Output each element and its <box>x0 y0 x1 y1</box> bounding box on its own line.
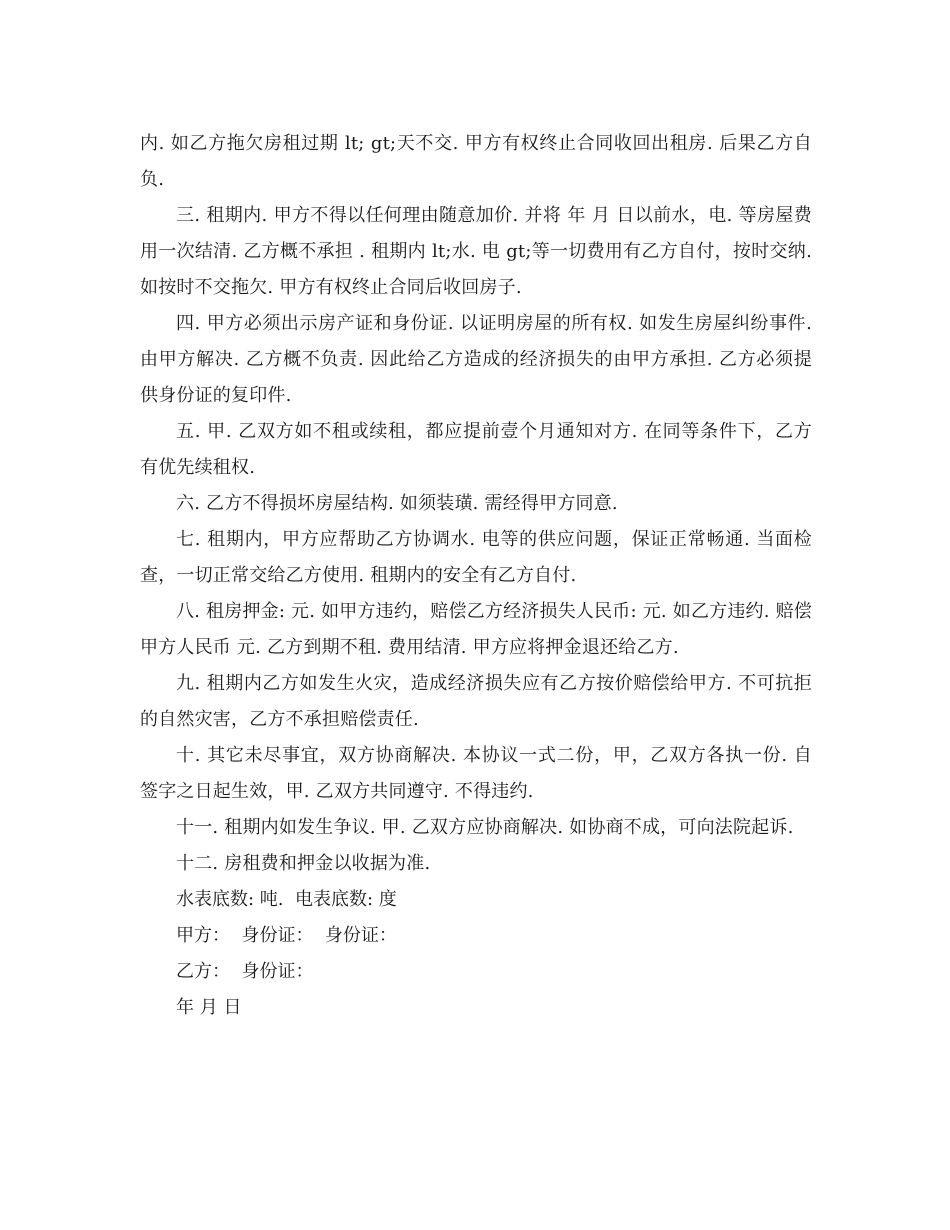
signing-date: 年 月 日 <box>176 997 242 1018</box>
clause-11: 十一. 租期内如发生争议. 甲. 乙双方应协商解决. 如协商不成，可向法院起诉. <box>176 817 794 838</box>
clause-8: 八. 租房押金: 元. 如甲方违约，赔偿乙方经济损失人民币: 元. 如乙方违约. 赔偿甲方人民币 元. 乙方到期不租. 费用结清. 甲方应将押金退还给乙方. <box>140 601 812 658</box>
clause-9: 九. 租期内乙方如发生火灾，造成经济损失应有乙方按价赔偿给甲方. 不可抗拒的自然灾害，乙方不承担赔偿责任. <box>140 673 812 730</box>
contract-body <box>140 126 812 1026</box>
paragraph-continuation: 内. 如乙方拖欠房租过期 lt; gt;天不交. 甲方有权终止合同收回出租房. 后果乙方自负. <box>140 133 812 190</box>
clause-5: 五. 甲. 乙双方如不租或续租，都应提前壹个月通知对方. 在同等条件下，乙方有优先续租权. <box>140 421 812 478</box>
party-b-signature: 乙方： 身份证： <box>176 961 314 982</box>
clause-4: 四. 甲方必须出示房产证和身份证. 以证明房屋的所有权. 如发生房屋纠纷事件. 由甲方解决. 乙方概不负责. 因此给乙方造成的经济损失的由甲方承担. 乙方必须提供身份证的复印件. <box>140 313 812 406</box>
clause-12: 十二. 房租费和押金以收据为准. <box>176 853 431 874</box>
clause-10: 十. 其它未尽事宜，双方协商解决. 本协议一式二份，甲，乙双方各执一份. 自签字之日起生效，甲. 乙双方共同遵守. 不得违约. <box>140 745 812 802</box>
clause-3: 三. 租期内. 甲方不得以任何理由随意加价. 并将 年 月 日以前水，电. 等房屋费用一次结清. 乙方概不承担 . 租期内 lt;水. 电 gt;等一切费用有乙方自付，按时交纳. 如按时不交拖欠. 甲方有权终止合同后收回房子. <box>140 205 812 298</box>
clause-7: 七. 租期内，甲方应帮助乙方协调水. 电等的供应问题，保证正常畅通. 当面检查，一切正常交给乙方使用. 租期内的安全有乙方自付. <box>140 529 812 586</box>
meter-readings: 水表底数: 吨. 电表底数: 度 <box>176 889 397 910</box>
clause-6: 六. 乙方不得损坏房屋结构. 如须装璜. 需经得甲方同意. <box>176 493 618 514</box>
party-a-signature: 甲方： 身份证： 身份证： <box>176 925 397 946</box>
